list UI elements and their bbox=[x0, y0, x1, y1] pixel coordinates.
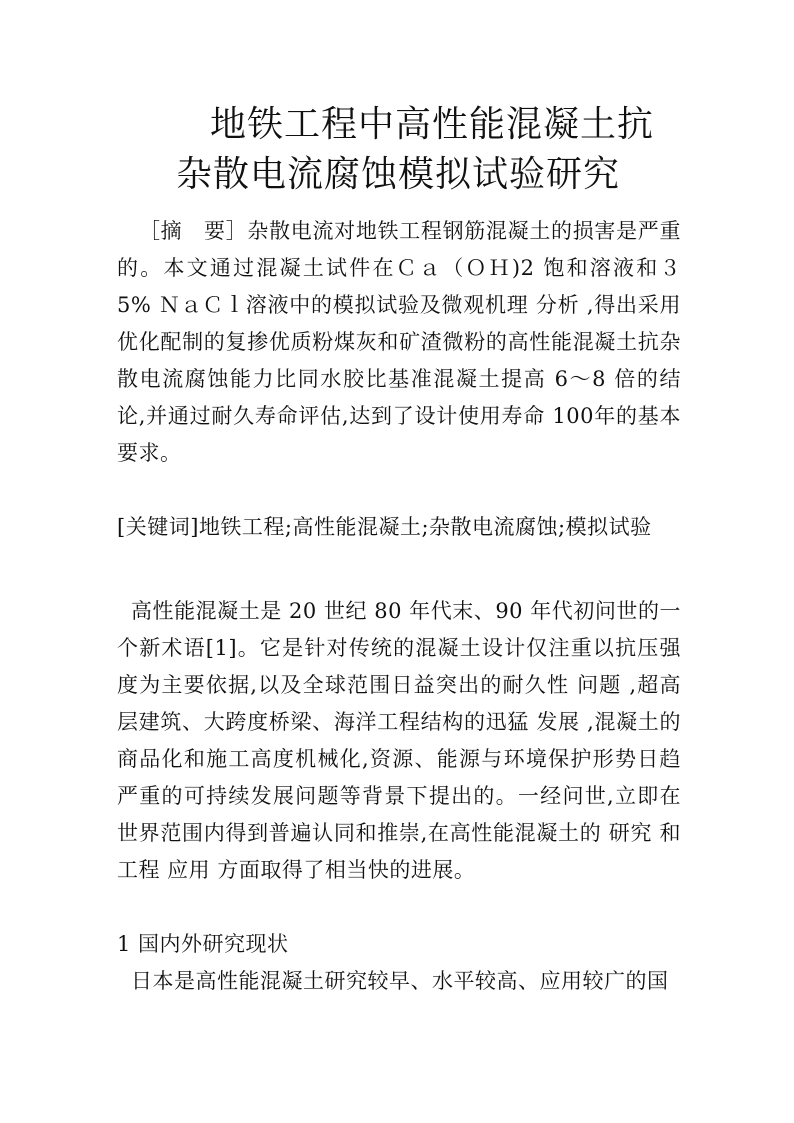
section-heading: 1 国内外研究现状 bbox=[117, 932, 289, 956]
title-line-1: 地铁工程中高性能混凝土抗 bbox=[210, 104, 655, 145]
document-title bbox=[0, 100, 794, 200]
keywords-line: [关键词]地铁工程;高性能混凝土;杂散电流腐蚀;模拟试验 bbox=[117, 515, 652, 539]
title-line-2: 杂散电流腐蚀模拟试验研究 bbox=[176, 154, 621, 195]
abstract-paragraph: ［摘 要］杂散电流对地铁工程钢筋混凝土的损害是严重的。本文通过混凝土试件在Ｃａ（ＯＨ)2 饱和溶液和３ 5% ＮａＣｌ溶液中的模拟试验及微观机理 分析 ,得出采用优化配制的复掺优质粉煤灰和矿渣微粉的高性能混凝土抗杂散电流腐蚀能力比同水胶比基准混凝土提高 6～8 倍的结论,并通过耐久寿命评估,达到了设计使用寿命 100年的基本要求。 bbox=[117, 219, 681, 465]
intro-paragraph: 高性能混凝土是 20 世纪 80 年代末、90 年代初问世的一个新术语[1]。它是针对传统的混凝土设计仅注重以抗压强度为主要依据,以及全球范围日益突出的耐久性 问题 ,超高层建筑、大跨度桥梁、海洋工程结构的迅猛 发展 ,混凝土的商品化和施工高度机械化,资源、能源与环境保护形势日趋严重的可持续发展问题等背景下提出的。一经问世,立即在世界范围内得到普遍认同和推崇,在高性能混凝土的 研究 和工程 应用 方面取得了相当快的进展。 bbox=[117, 599, 681, 882]
section-paragraph: 日本是高性能混凝土研究较早、水平较高、应用较广的国 bbox=[131, 969, 669, 993]
